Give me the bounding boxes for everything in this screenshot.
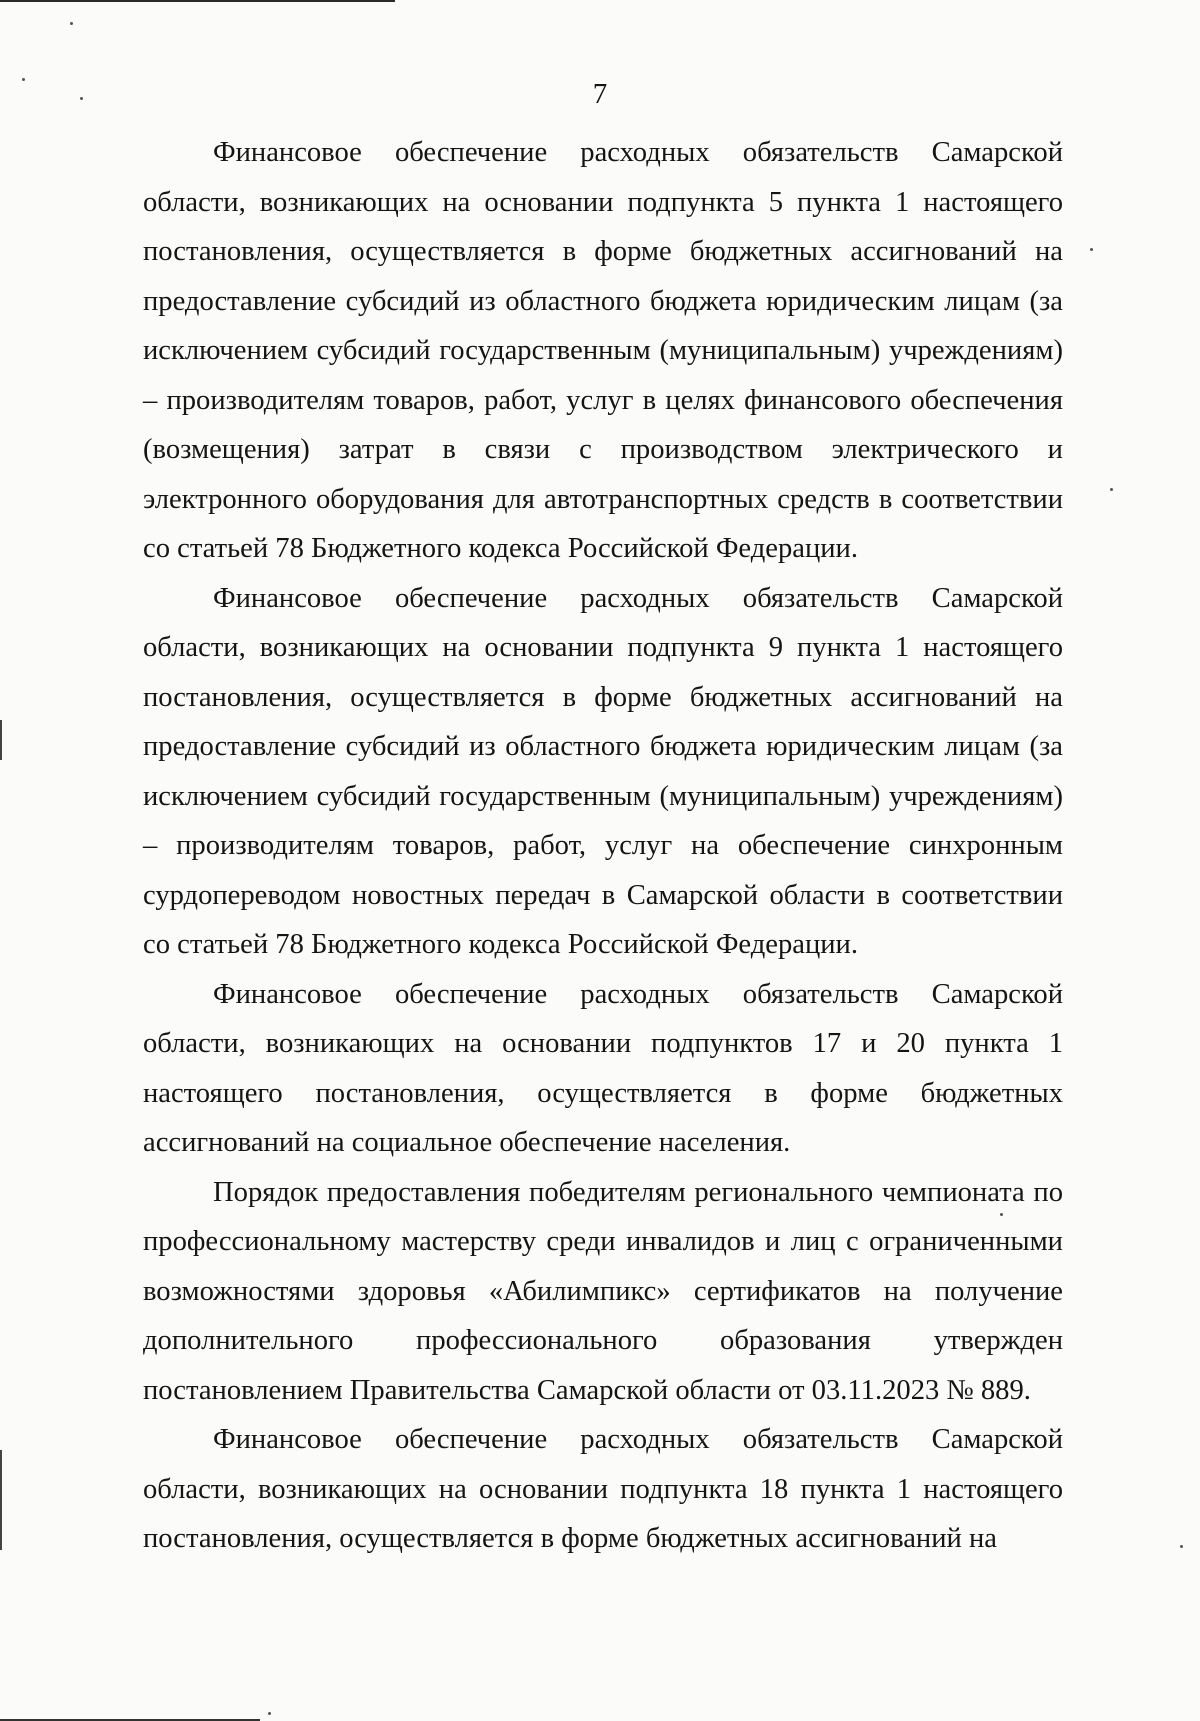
scan-edge-left-2 [0, 1450, 2, 1550]
scan-speck [268, 1712, 271, 1715]
scan-speck [70, 22, 73, 25]
paragraph: Финансовое обеспечение расходных обязательств Самарской области, возникающих на основании подпункта 18 пункта 1 настоящего постановления, осуществляется в форме бюджетных ассигнований на [143, 1424, 1063, 1554]
paragraph: Порядок предоставления победителям регионального чемпионата по профессиональному мастерству среди инвалидов и лиц с ограниченными возможностями здоровья «Абилимпикс» сертификатов на получение дополнительного профессионального образования утвержден постановлением Правительства Самарской области от 03.11.2023 № 889. [143, 1176, 1063, 1406]
paragraph: Финансовое обеспечение расходных обязательств Самарской области, возникающих на основании подпунктов 17 и 20 пункта 1 настоящего постановления, осуществляется в форме бюджетных ассигнований на социальное обеспечение населения. [143, 978, 1063, 1158]
document-body [143, 128, 1063, 1564]
paragraph: Финансовое обеспечение расходных обязательств Самарской области, возникающих на основании подпункта 9 пункта 1 настоящего постановления, осуществляется в форме бюджетных ассигнований на предоставление субсидий из областного бюджета юридическим лицам (за исключением субсидий государственным (муниципальным) учреждениям) – производителям товаров, работ, услуг на обеспечение синхронным сурдопереводом новостных передач в Самарской области в соответствии со статьей 78 Бюджетного кодекса Российской Федерации. [143, 582, 1063, 960]
page-number: 7 [592, 78, 608, 110]
paragraph: Финансовое обеспечение расходных обязательств Самарской области, возникающих на основании подпункта 5 пункта 1 настоящего постановления, осуществляется в форме бюджетных ассигнований на предоставление субсидий из областного бюджета юридическим лицам (за исключением субсидий государственным (муниципальным) учреждениям) – производителям товаров, работ, услуг в целях финансового обеспечения (возмещения) затрат в связи с производством электрического и электронного оборудования для автотранспортных средств в соответствии со статьей 78 Бюджетного кодекса Российской Федерации. [143, 137, 1063, 564]
scan-edge-left-1 [0, 720, 2, 760]
scan-edge-top [0, 0, 395, 2]
scan-speck [1110, 488, 1113, 491]
scan-speck [1090, 248, 1093, 251]
scan-speck [1180, 1545, 1183, 1548]
